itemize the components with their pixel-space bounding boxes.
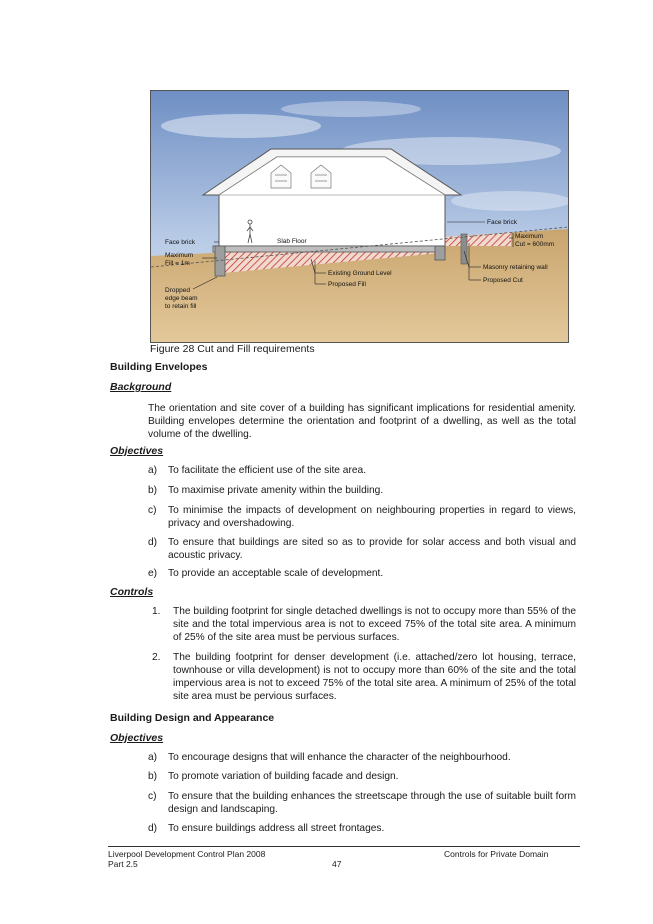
- list-marker: a): [148, 752, 158, 763]
- list-text: To ensure buildings address all street frontages.: [168, 823, 385, 834]
- list-marker: b): [148, 485, 158, 496]
- dropped-beam-label-1: Dropped: [165, 287, 190, 294]
- proposed-cut-label: Proposed Cut: [483, 277, 523, 284]
- footer-rule: [108, 846, 580, 847]
- list-item: [152, 651, 576, 703]
- list-item: [148, 484, 576, 497]
- list-text: To ensure that the building enhances the streetscape through the use of suitable built form design and landscaping.: [168, 791, 576, 815]
- list-item: [148, 751, 576, 764]
- right-footing: [435, 246, 445, 260]
- page-number: 47: [332, 859, 342, 869]
- design-objectives-heading: Objectives: [110, 732, 164, 744]
- proposed-fill-label: Proposed Fill: [328, 281, 366, 288]
- list-marker: c): [148, 505, 157, 516]
- background-heading: Background: [110, 381, 172, 393]
- max-cut-label-1: Maximum: [515, 233, 544, 240]
- face-brick-left-label: Face brick: [165, 239, 195, 246]
- dropped-beam-label-3: to retain fill: [165, 303, 197, 310]
- max-fill-label-2: Fill = 1m: [165, 260, 190, 267]
- list-item: [148, 790, 576, 816]
- face-brick-right-label: Face brick: [487, 219, 517, 226]
- list-marker: d): [148, 537, 158, 548]
- list-marker: e): [148, 568, 158, 579]
- list-item: [148, 464, 576, 477]
- figure-caption: Figure 28 Cut and Fill requirements: [150, 343, 315, 355]
- max-cut-label-2: Cut = 600mm: [515, 241, 555, 248]
- list-text: To facilitate the efficient use of the site area.: [168, 465, 367, 476]
- list-marker: b): [148, 771, 158, 782]
- existing-ground-label: Existing Ground Level: [328, 270, 392, 277]
- max-fill-label-1: Maximum: [165, 252, 194, 259]
- masonry-retaining-wall: [461, 234, 467, 264]
- cloud: [451, 191, 568, 211]
- list-text: The building footprint for single detached dwellings is not to occupy more than 55% of the site and the total impervious area is not to exceed 75% of the total site area. A minimum of 25% of the site area must be pervious surfaces.: [173, 606, 576, 643]
- building-envelopes-heading: Building Envelopes: [110, 361, 208, 373]
- list-text: To encourage designs that will enhance the character of the neighbourhood.: [168, 752, 511, 763]
- masonry-wall-label: Masonry retaining wall: [483, 264, 548, 271]
- cut-fill-diagram: [151, 91, 568, 342]
- house-wall: [219, 191, 445, 246]
- list-text: To promote variation of building facade and design.: [168, 771, 399, 782]
- cloud: [161, 114, 321, 138]
- slab-floor-label: Slab Floor: [277, 238, 307, 245]
- list-marker: 2.: [152, 652, 161, 663]
- list-item: [148, 567, 576, 580]
- list-item: [148, 504, 576, 530]
- list-marker: d): [148, 823, 158, 834]
- background-paragraph: The orientation and site cover of a building has significant implications for residential amenity. Building envelopes determine the orientation and footprint of a dwelling, as well as the total volume of the dwelling.: [148, 403, 576, 440]
- list-text: To maximise private amenity within the building.: [168, 485, 384, 496]
- footer-part: Part 2.5: [108, 859, 138, 869]
- list-text: To ensure that buildings are sited so as to provide for solar access and both visual and acoustic privacy.: [168, 537, 576, 561]
- footer-title: Liverpool Development Control Plan 2008: [108, 849, 266, 859]
- list-item: [152, 605, 576, 644]
- list-item: [148, 770, 576, 783]
- dropped-beam-label-2: edge beam: [165, 295, 198, 302]
- list-text: To minimise the impacts of development on neighbouring properties in regard to views, privacy and overshadowing.: [168, 505, 576, 529]
- list-item: [148, 822, 576, 835]
- slab-floor: [213, 246, 445, 252]
- list-text: The building footprint for denser development (i.e. attached/zero lot housing, terrace, townhouse or villa development) is not to occupy more than 60% of the site and the total impervious area is not to exceed 75% of the total site area. A minimum of 25% of the total site area must be pervious surfaces.: [173, 652, 576, 702]
- cloud: [281, 101, 421, 117]
- building-design-heading: Building Design and Appearance: [110, 712, 275, 724]
- list-marker: 1.: [152, 606, 161, 617]
- list-item: [148, 536, 576, 562]
- list-text: To provide an acceptable scale of development.: [168, 568, 384, 579]
- cut-fill-figure: [150, 90, 569, 343]
- objectives-heading: Objectives: [110, 445, 164, 457]
- list-marker: c): [148, 791, 157, 802]
- footer-section: Controls for Private Domain: [444, 849, 549, 859]
- list-marker: a): [148, 465, 158, 476]
- controls-heading: Controls: [110, 586, 154, 598]
